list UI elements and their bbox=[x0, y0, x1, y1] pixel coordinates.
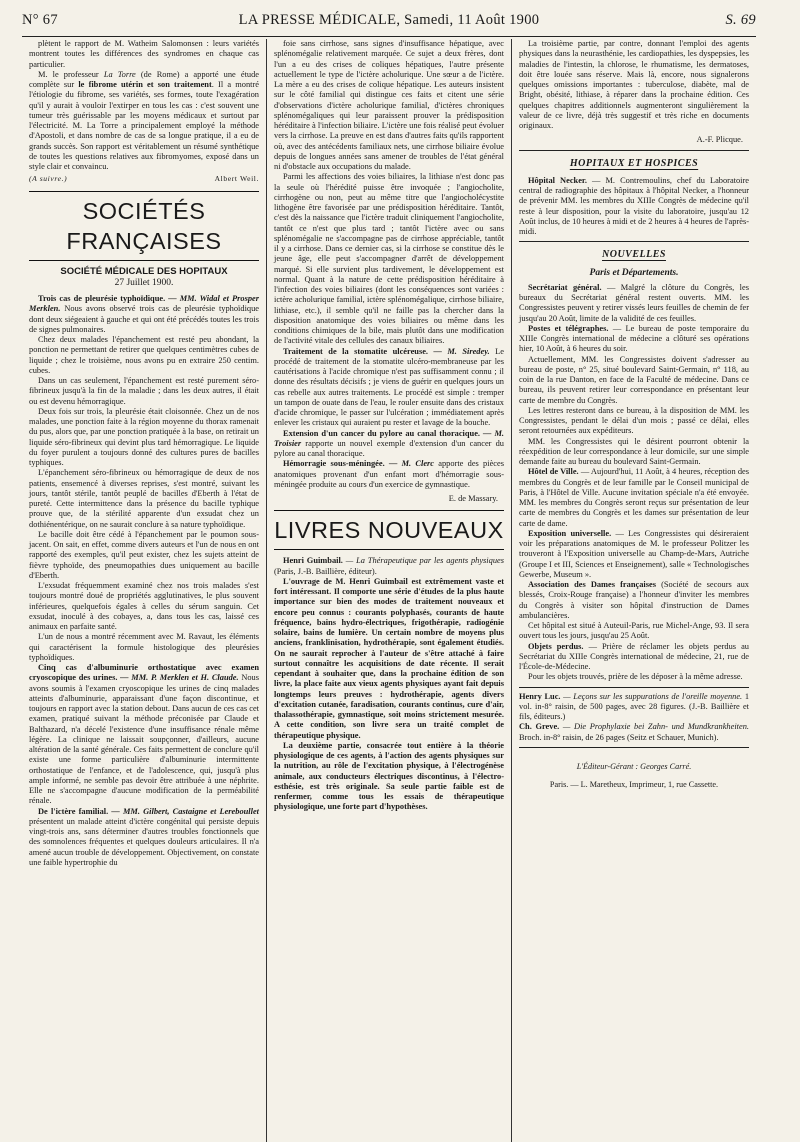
divider bbox=[519, 150, 749, 151]
issue-number: N° 67 bbox=[22, 12, 58, 28]
article-signature: (A suivre.) Albert Weil. bbox=[29, 174, 259, 184]
divider bbox=[519, 241, 749, 242]
page-number: S. 69 bbox=[725, 12, 756, 28]
paragraph: Cet hôpital est situé à Auteuil-Paris, rue Michel-Ange, 93. Il sera ouvert tous les jours, jusqu'au 25 Août. bbox=[519, 621, 749, 641]
section-title: SOCIÉTÉS FRANÇAISES bbox=[66, 197, 222, 254]
paragraph: De l'ictère familial. — MM. Gilbert, Castaigne et Lereboullet présentent un malade atteint d'ictère congénital qui persiste depuis vingt-trois ans, sans déterminer d'autres troubles fonctionnels que des somnolences fréquentes et quelques douleurs articulaires. Il n'a amené aucun trouble de développement. Objectivement, on constate une faible hypertrophie du bbox=[29, 806, 260, 867]
article-signature: A.-F. Plicque. bbox=[696, 135, 743, 145]
article-signature: E. de Massary. bbox=[448, 494, 498, 503]
page-header bbox=[22, 12, 756, 37]
paragraph: Traitement de la stomatite ulcéreuse. — M. Siredey. Le procédé de traitement de la stomatite ulcéro-membraneuse par les cautérisations à l'acide chromique n'est pas suffisamment connu ; il donne des résultats décisifs ; je viens de guérir en quelques jours un cas rebelle aux autres traitements. Le procédé est simple : tremper un tampon de ouate dans de l'eau, le rouler ensuite dans des cristaux d'acide chromique, le passer sur l'ulcération ; immédiatement après enlever les cristaux qui auraient pu rester et lavage de la bouche. bbox=[274, 346, 504, 428]
section-heading-box bbox=[29, 191, 259, 261]
list-item: Henry Luc. — Leçons sur les suppurations de l'oreille moyenne. 1 vol. in-8° raisin, de 500 pages, avec 28 figures. (J.-B. Baillière et fils, éditeurs.) bbox=[519, 691, 750, 721]
paragraph: Hôpital Necker. — M. Contremoulins, chef du Laboratoire central de radiographie des hôpitaux à l'hôpital Necker, a l'honneur de prévenir MM. les membres du XIIIe Congrès de médecine qu'il reste à leur disposition, pour la visite du laboratoire, jusqu'au 12 Août inclus, de 10 heures à midi et de 2 heures à 4 heures de l'après-midi. bbox=[519, 175, 750, 236]
paragraph: L'ouvrage de M. Henri Guimbail est extrêmement vaste et fort intéressant. Il comporte une série d'études de la plus haute importance sur bien des modes de traitement nouveaux et encore peu connus : courants polyphasés, courants de haute fréquence, bains hydro-électriques, frigothérapie, radiogénie solaire, bains de lumière. Un certain nombre de moyens plus anciens, franklinisation, hydrothérapie, sont également étudiés. On ne saurait reprocher à l'auteur de s'être attaché à faire surtout connaître les acquisitions de date récente. Il serait cependant à souhaiter que, dans la prochaine édition de son livre, la place faite aux vieux agents physiques ayant fait depuis longtemps leurs preuves : hydrothérapie, agents divers d'excitation cutanée, faradisation, courants continus, cure d'air, thalassothérapie, gymnastique, soit moins strictement mesurée. A cette condition, son livre sera un traité complet de thérapeutique physique. bbox=[274, 576, 504, 740]
paragraph: L'un de nous a montré récemment avec M. Ravaut, les éléments qui caractérisent la formule histologique des pleurésies typhoïdiques. bbox=[29, 632, 259, 662]
divider bbox=[519, 687, 749, 688]
paragraph: Exposition universelle. — Les Congressistes qui désireraient voir les préparations anatomiques de M. le professeur Politzer les trouveront à l'Exposition universelle au Champ-de-Mars, Autriche (Groupe I et III, Sciences et Enseignement), salle « Technologisches Gewerbe, Museum ». bbox=[519, 528, 750, 579]
journal-title: LA PRESSE MÉDICALE, Samedi, 11 Août 1900 bbox=[238, 12, 540, 28]
paragraph: M. le professeur La Torre (de Rome) a apporté une étude complète sur le fibrome utérin et son traitement. Il a montré l'étiologie du fibrome, ses variétés, ses formes, toute l'exagération qu'il y aurait à vouloir l'extirper en tous les cas : c'est souvent une tumeur très guérissable par les moyens médicaux et surtout par l'électricité. M. La Torre a principalement employé la méthode d'Apostoli, et dans nombre de cas de sa longue pratique, il a eu de grands succès. Son rapport est véritablement un résumé synthétique de toutes les questions relatives aux fibromyomes, exposé dans un style clair et convaincu. bbox=[29, 69, 260, 171]
section-title: NOUVELLES bbox=[602, 249, 666, 261]
book-list bbox=[519, 692, 749, 743]
paragraph: La deuxième partie, consacrée tout entière à la théorie physiologique de ces agents, à l'action des agents physiques sur la nutrition, au rôle de l'excitation physique, à l'électrogénèse animale, aux conducteurs électriques discontinus, à l'électro-esthésie, est très originale. Sa seule partie faible est de renfermer, comme tous les essais de thérapeutique physiologique, une forte part d'hypothèses. bbox=[274, 740, 504, 812]
paragraph: L'épanchement séro-fibrineux ou hémorragique de deux de nos patients, ensemencé à diverses reprises, s'est montré, suivant les jours, tantôt stérile, tantôt peuplé de bacilles d'Eberth à l'état de pureté. Cette intermittence dans la présence du bacille typhique prouve que, de la stérilité apparente d'un exsudat chez un dothiénentérique, on ne saurait conclure à sa nature typhoïdique. bbox=[29, 468, 259, 529]
column-3 bbox=[512, 39, 756, 1142]
printer-line: Paris. — L. Maretheux, Imprimeur, 1, rue Cassette. bbox=[549, 780, 719, 789]
paragraph: Henri Guimbail. — La Thérapeutique par les agents physiques (Paris, J.-B. Baillière, éditeur). bbox=[274, 556, 504, 576]
paragraph: MM. les Congressistes qui le désirent pourront obtenir la réexpédition de leur correspondance à leur domicile, sur une simple demande faite au bureau du boulevard Saint-Germain. bbox=[519, 436, 749, 466]
divider bbox=[519, 747, 749, 748]
paragraph: Chez deux malades l'épanchement est resté peu abondant, la ponction ne permettant de retirer que quelques centimètres cubes de liquide ; chez le troisième, nous avons pu en extraire 250 centim. cubes. bbox=[29, 335, 259, 375]
paragraph: Dans un cas seulement, l'épanchement est resté purement séro-fibrineux jusqu'à la fin de la maladie ; dans les deux autres, il était ou est devenu hémorragique. bbox=[29, 376, 259, 406]
list-item: Ch. Greve. — Die Prophylaxie bei Zahn- und Mundkrankheiten. Broch. in-8° raisin, de 26 pages (Seitz et Schauer, Munich). bbox=[519, 722, 749, 742]
paragraph: Hôtel de Ville. — Aujourd'hui, 11 Août, à 4 heures, réception des membres du Congrès et de leur famille par le Conseil municipal de Paris, à l'Hôtel de Ville. Aucune invitation spéciale n'a été envoyée. MM. les membres du Congrès seront reçus sur présentation de leur carte de membres du Congrès et les dames sur présentation de leur carte de dame. bbox=[519, 467, 749, 528]
paragraph: Objets perdus. — Prière de réclamer les objets perdus au Secrétariat du XIIIe Congrès international de médecine, 21, rue de l'École-de-Médecine. bbox=[519, 641, 749, 671]
section-heading-box bbox=[274, 510, 504, 550]
paragraph: Les lettres resteront dans ce bureau, à la disposition de MM. les Congressistes, pendant le délai d'un mois ; passé ce délai, elles seront retournées aux expéditeurs. bbox=[519, 405, 749, 436]
session-date: 27 Juillet 1900. bbox=[114, 277, 174, 288]
paragraph: Extension d'un cancer du pylore au canal thoracique. — M. Troisier rapporte un nouvel exemple d'extension d'un cancer du pylore au canal thoracique. bbox=[274, 428, 505, 458]
column-2 bbox=[267, 39, 511, 1142]
section-title: LIVRES NOUVEAUX bbox=[274, 517, 504, 544]
section-title: HOPITAUX ET HOSPICES bbox=[569, 157, 699, 169]
paragraph: Deux fois sur trois, la pleurésie était cloisonnée. Chez un de nos malades, une ponction faite à la région moyenne du thorax ramenait du pus, alors que, par une ponction pratiquée à la base, on retirait un liquide séro-fibrineux qui devint plus tard hémorragique. Le liquide du foyer purulent a toujours donné des cultures pures de bacilles typhiques. bbox=[29, 406, 259, 467]
paragraph: Pour les objets trouvés, prière de les déposer à la même adresse. bbox=[528, 672, 743, 682]
paragraph: Association des Dames françaises (Société de secours aux blessés, Croix-Rouge française) a l'honneur d'inviter les membres du Congrès à visiter son hôpital d'instruction de Dames ambulancières. bbox=[519, 580, 749, 620]
editor-line: L'Éditeur-Gérant : Georges Carré. bbox=[576, 761, 692, 771]
paragraph: La troisième partie, par contre, donnant l'emploi des agents physiques dans la neurasthénie, les cardiopathies, les dyspepsies, les maladies de l'intestin, la chlorose, le rhumatisme, les dermatoses, doit être louée sans réserve. Mais là, encore, nous signalerons quelques omissions importantes : tuberculose, diabète, mal de Bright, obésité, lithiase, à réparer dans la prochaine édition. Ces quelques chapitres additionnels augmenteront singulièrement la valeur de ce livre, déjà très suggestif et très riche en documents originaux. bbox=[519, 39, 749, 130]
paragraph: Secrétariat général. — Malgré la clôture du Congrès, les bureaux du Secrétariat général restent ouverts. MM. les Congressistes peuvent y retirer vissés leurs feuilles de chemin de fer jusqu'au 20 Août, limite de la validité de ces feuilles. bbox=[519, 282, 749, 323]
society-title: SOCIÉTÉ MÉDICALE DES HOPITAUX bbox=[60, 265, 228, 277]
paragraph: Actuellement, MM. les Congressistes doivent s'adresser au bureau de poste, n° 25, situé boulevard Saint-Germain, n° 118, au coin de la rue Danton, en face de la Faculté de médecine. Dans ce bureau, ils peuvent retirer leur correspondance en présentant leur carte de membre du Congrès. bbox=[519, 354, 749, 405]
paragraph: Parmi les affections des voies biliaires, la lithiase n'est donc pas la seule où l'hérédité puisse être invoquée ; l'angiocholite, cirrhogène ou non, peut au même titre que l'angiocholécystite lithogène être favorisée par une prédisposition héréditaire. Tantôt, c'est dès la naissance que l'ictère traduit cliniquement l'angiocholite, tantôt ce n'est que plus tard ; tantôt l'ictère avec ou sans splénomégalie ne s'accompagne pas de cirrhose appréciable, tantôt il y a cirrhose. Dans ce dernier cas, si la cirrhose se constitue dès le jeune âge, elle peut s'accompagner d'arrêt de développement marqué. Si elle survient plus tardivement, le développement est normal. Quant à la nature de cette prédisposition héréditaire à l'infection des voies biliaires (dont les conséquences sont variées : ictère acholurique familial, ictère splénomégalique, cirrhose biliaire, lithiase, etc.), il semble qu'il ne faille pas la chercher dans la disposition anatomique des voies biliaires ou même dans les conditions chimiques de la bile, mais plutôt dans une modification de l'activité vitale des cellules des canaux biliaires. bbox=[274, 172, 504, 346]
paragraph: foie sans cirrhose, sans signes d'insuffisance hépatique, avec splénomégalie relativement marquée. Ce sujet a deux frères, dont l'un a eu des crises de coliques hépatiques, l'autre présente actuellement le type de l'ictère acholurique. Une sœur a de l'ictère. La mère a eu des crises de colique hépatique. Les auteurs insistent sur le côté familial qui distingue ces faits et citent une série d'observations d'ictère acholurique familial, d'ictères chroniques splénomégaliques qui leur paraissent prouver la prédisposition héréditaire à l'infection biliaire. L'ictère une fois réalisé peut évoluer vers la cirrhose. La preuve en est dans d'autres faits qu'ils rapportent où, avec des antécédents familiaux nets, une cirrhose biliaire évolue depuis de longues années sans amener de troubles de l'état général ni d'obstacle aux occupations du malade. bbox=[274, 39, 504, 171]
subsection-title: Paris et Départements. bbox=[589, 267, 679, 278]
paragraph: Hémorragie sous-méningée. — M. Clerc apporte des pièces anatomiques provenant d'un enfant mort d'hémorragie sous-méningée produite au cours d'un exercice de gymnastique. bbox=[274, 459, 504, 489]
columns bbox=[22, 39, 756, 1142]
paragraph: Trois cas de pleurésie typhoïdique. — MM. Widal et Prosper Merklen. Nous avons observé trois cas de pleurésie typhoïdique dont deux siégeaient à gauche et qui ont été précédés toutes les trois de signes pulmonaires. bbox=[29, 294, 259, 334]
column-1 bbox=[22, 39, 266, 1142]
paragraph: plètent le rapport de M. Watheim Salomonsen : leurs variétés montrent toutes les différences des syndromes en chaque cas particulier. bbox=[29, 39, 259, 69]
paragraph: L'exsudat fréquemment examiné chez nos trois malades s'est toujours montré doué de propriétés agglutinatives, le plus souvent inférieures, quelquefois égales à celles du sérum sanguin. Cet exsudat, inoculé à des cobayes, a, dans tous les cas, laissé ces animaux en parfaite santé. bbox=[29, 581, 259, 631]
paragraph: Cinq cas d'albuminurie orthostatique avec examen cryoscopique des urines. — MM. P. Merklen et H. Claude. Nous avons soumis à l'examen cryoscopique les urines de cinq malades atteints d'albuminurie, apparaissant d'une façon discontinue, et toujours en rapport avec la station debout. Dans aucun de ces cas cet examen, pratiqué suivant la méthode préconisée par Claude et Balthazard, n'a décelé l'existence d'une insuffisance rénale même légère. La clinique ne laissait soupçonner, d'ailleurs, aucune altération de la santé générale. Ces faits permettent de conclure qu'il existe une forme particulière d'albuminurie intermittente orthostatique de l'enfance, et de l'adolescence, qui, jusqu'à plus ample informé, ne semble pas devoir être attribuée à une néphrite. Elle ne s'accompagne d'aucune modification de la perméabilité rénale. bbox=[29, 663, 259, 806]
paragraph: Postes et télégraphes. — Le bureau de poste temporaire du XIIIe Congrès international de médecine a clôturé ses opérations hier, 10 Août, à 6 heures du soir. bbox=[519, 323, 749, 354]
paragraph: Le bacille doit être cédé à l'épanchement par le poumon sous-jacent. On sait, en effet, comme divers auteurs et l'un de nous en ont rapporté des exemples, qu'il peut exister, chez les sujets atteint de fièvre typhoïde, des pneumopathies dues uniquement au bacille d'Eberth. bbox=[29, 529, 259, 580]
